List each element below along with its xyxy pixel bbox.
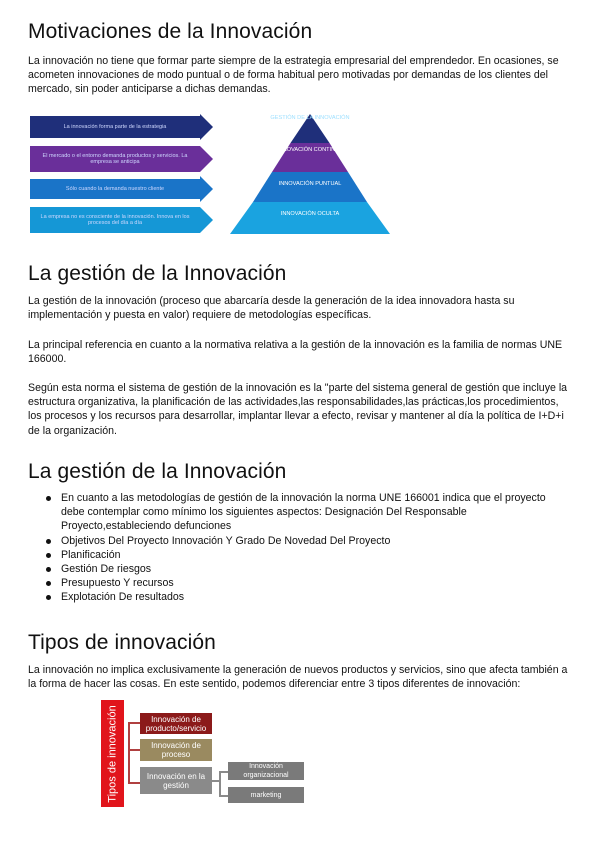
- heading-tipos: Tipos de innovación: [28, 631, 216, 654]
- paragraph-gestion-3: Según esta norma el sistema de gestión de la innovación es la "parte del sistema general de gestión que incluye la estructura organizativa, la planificación de las actividades,las responsabilidades,las prácticas,los procedimientos, los procesos y los recursos para desarrollar, implantar llevar a efecto, revisar y mantener al día la política de I+D+i de la organización.: [28, 382, 568, 437]
- arrow-label: Sólo cuando la demanda nuestro cliente: [30, 179, 200, 199]
- box-producto-servicio: Innovación de producto/servicio: [140, 713, 212, 734]
- arrow-demanda: [30, 179, 213, 199]
- pyramid-level-oculta: INNOVACIÓN OCULTA: [280, 211, 340, 217]
- arrow-label: La empresa no es consciente de la innovación. Innova en los procesos del día a día: [30, 207, 200, 233]
- list-item: Explotación De resultados: [28, 590, 548, 604]
- paragraph-tipos: La innovación no implica exclusivamente la generación de nuevos productos y servicios, sino que afecta también a la forma de hacer las cosas. En este sentido, podemos diferenciar entre 3 tipos diferentes de innovación:: [28, 664, 568, 691]
- metodologias-list: [28, 491, 548, 605]
- arrow-estrategia: [30, 116, 213, 138]
- list-item: Presupuesto Y recursos: [28, 576, 548, 590]
- heading-gestion-2: La gestión de la Innovación: [28, 460, 287, 483]
- paragraph-motivaciones: La innovación no tiene que formar parte siempre de la estrategia empresarial del emprendedor. En ocasiones, se acometen innovaciones de modo puntual o de forma habitual pero motivadas por demandas de los clientes del mercado, sin poder anticiparse a dichas demandas.: [28, 55, 559, 96]
- pyramid-level-continua: INNOVACIÓN CONTINUA: [277, 147, 343, 153]
- arrow-label: El mercado o el entorno demanda productos y servicios. La empresa se anticipa: [30, 146, 200, 172]
- tipos-side-label: Tipos de innovación: [101, 700, 124, 807]
- arrow-label: La innovación forma parte de la estrategia: [30, 116, 200, 138]
- heading-gestion: La gestión de la Innovación: [28, 262, 287, 285]
- arrow-oculta: [30, 207, 213, 233]
- box-gestion: Innovación en la gestión: [140, 767, 212, 794]
- box-organizacional: Innovación organizacional: [228, 762, 304, 780]
- heading-motivaciones: Motivaciones de la Innovación: [28, 20, 313, 43]
- list-item: Objetivos Del Proyecto Innovación Y Grado De Novedad Del Proyecto: [28, 534, 548, 548]
- box-marketing: marketing: [228, 787, 304, 803]
- list-item: Planificación: [28, 548, 548, 562]
- pyramid-level-puntual: INNOVACIÓN PUNTUAL: [278, 181, 342, 187]
- pyramid-level-gestion: GESTIÓN DE LA INNOVACIÓN: [270, 115, 350, 121]
- box-proceso: Innovación de proceso: [140, 739, 212, 761]
- innovation-pyramid: [228, 114, 392, 236]
- list-item: En cuanto a las metodologías de gestión de la innovación la norma UNE 166001 indica que el proyecto debe contemplar como mínimo los siguientes aspectos: Designación Del Responsable Proyecto,estableciendo defunciones: [28, 491, 548, 534]
- paragraph-gestion-1: La gestión de la innovación (proceso que abarcaría desde la generación de la idea innovadora hasta su implementación y puesta en valor) requiere de metodologías específicas.: [28, 295, 515, 322]
- paragraph-gestion-2: La principal referencia en cuanto a la normativa relativa a la gestión de la innovación es la familia de normas UNE 166000.: [28, 339, 563, 366]
- arrow-mercado: [30, 146, 213, 172]
- list-item: Gestión De riesgos: [28, 562, 548, 576]
